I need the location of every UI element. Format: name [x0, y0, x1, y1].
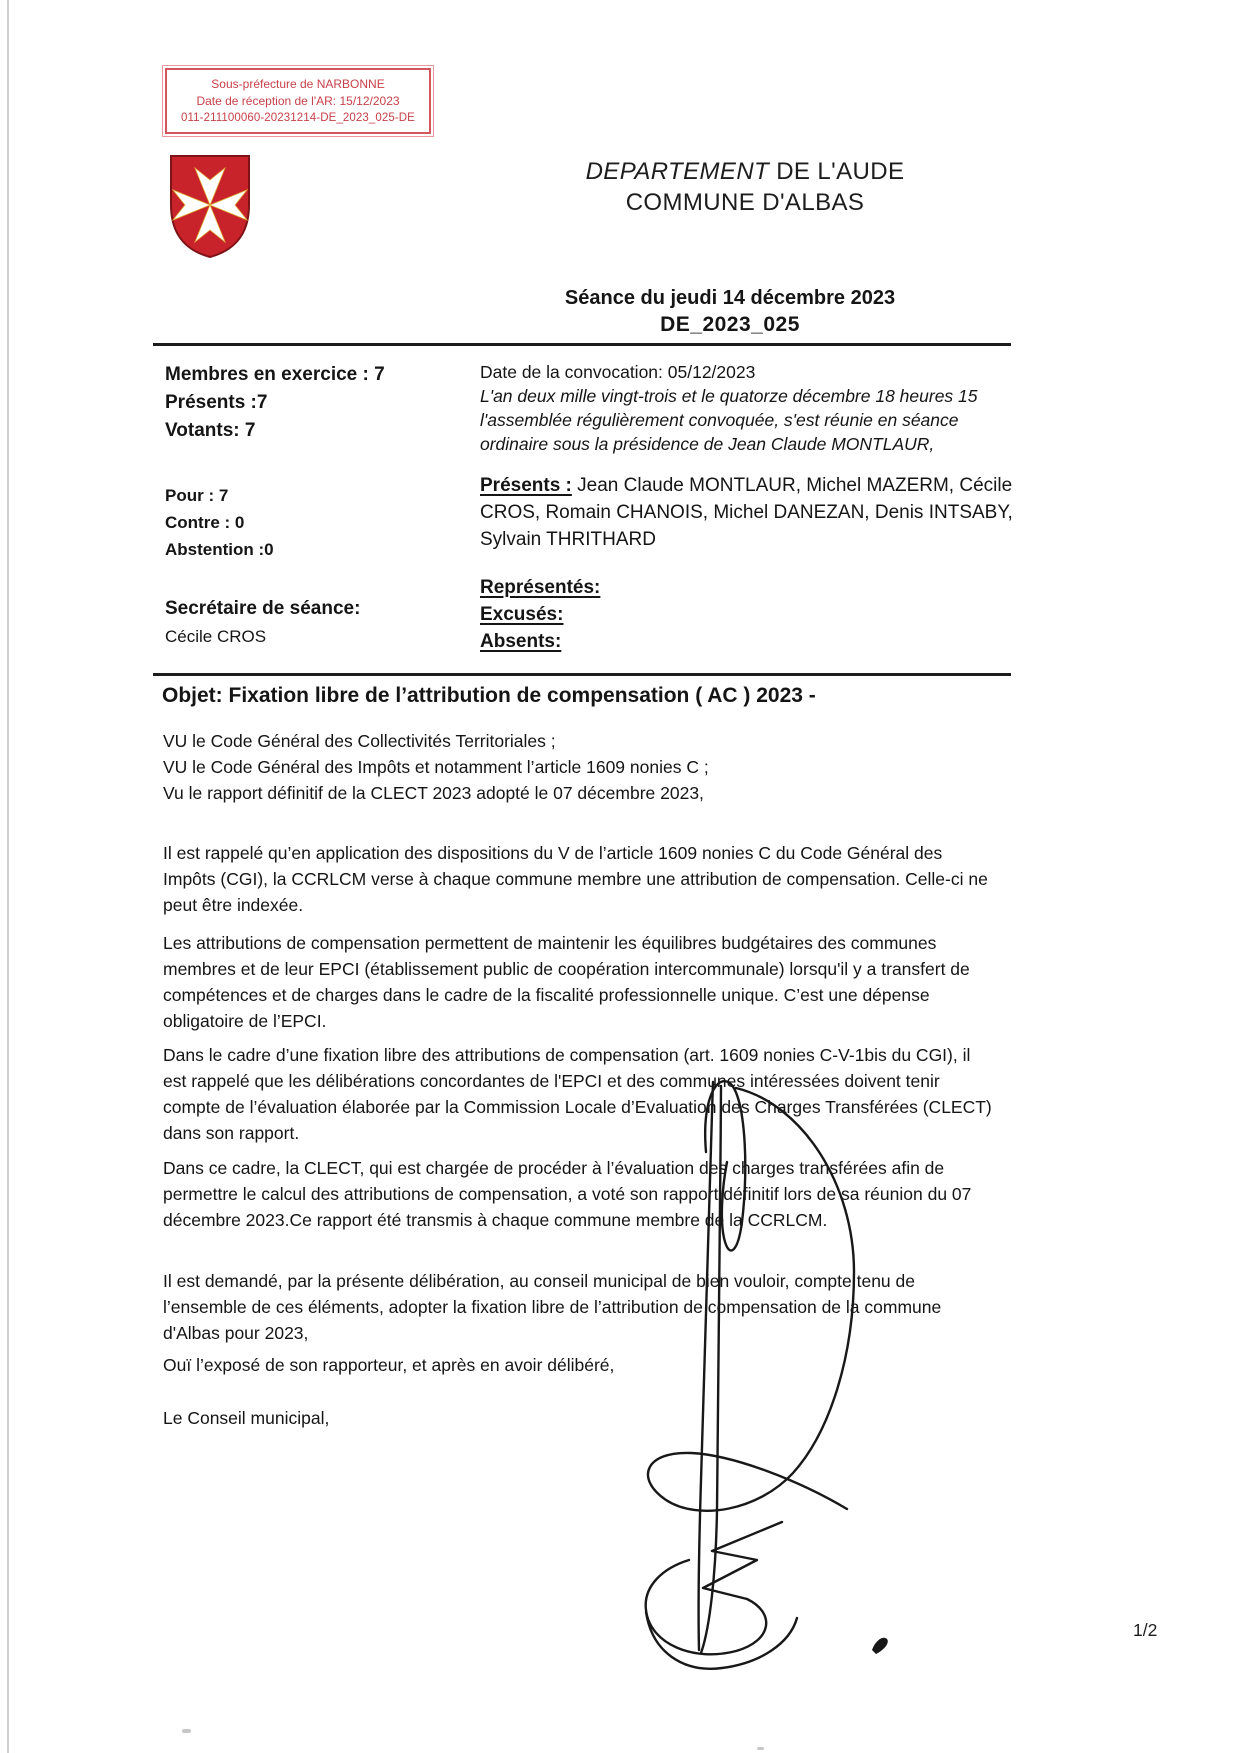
absents-label: Absents:	[480, 631, 562, 652]
presents-list	[480, 472, 1020, 553]
secretary-label: Secrétaire de séance:	[165, 598, 361, 619]
department-rest: DE L'AUDE	[769, 158, 905, 185]
presents-count: Présents :7	[165, 392, 268, 413]
paragraph-vu-3: Vu le rapport définitif de la CLECT 2023 adopté le 07 décembre 2023,	[163, 783, 704, 803]
scan-smudge-bottom	[757, 1747, 764, 1750]
page-number: 1/2	[1133, 1620, 1158, 1640]
stamp-reception-date: Date de réception de l'AR: 15/12/2023	[196, 94, 400, 108]
pour-count: Pour : 7	[165, 486, 229, 505]
stamp-prefecture-line: Sous-préfecture de NARBONNE	[211, 77, 385, 91]
deliberation-reference: DE_2023_025	[660, 313, 800, 336]
paragraph-oui-expose: Ouï l’exposé de son rapporteur, et après en avoir délibéré,	[163, 1355, 615, 1375]
paragraph-vu-2: VU le Code Général des Impôts et notamment l’article 1609 nonies C ;	[163, 757, 709, 777]
paragraph-conseil: Le Conseil municipal,	[163, 1408, 330, 1428]
paragraph-fixation-libre: Dans le cadre d’une fixation libre des attributions de compensation (art. 1609 nonies C-V-1bis du CGI), il est rappelé que les délibérations concordantes de l'EPCI et des communes intéressées doivent tenir compte de l’évaluation élaborée par la Commission Locale d’Evaluation des Charges Transférées (CLECT) dans son rapport.	[163, 1045, 992, 1143]
excuses-label: Excusés:	[480, 604, 564, 625]
divider-top	[153, 343, 1011, 346]
attendance-panel	[480, 360, 1020, 655]
members-count: Membres en exercice : 7	[165, 364, 385, 385]
vote-results	[165, 482, 475, 563]
presents-names: Jean Claude MONTLAUR, Michel MAZERM, Cécile CROS, Romain CHANOIS, Michel DANEZAN, Denis INTSABY, Sylvain THRITHARD	[480, 475, 1013, 550]
commune-title: COMMUNE D'ALBAS	[625, 189, 865, 216]
paragraph-attributions: Les attributions de compensation permettent de maintenir les équilibres budgétaires des communes membres et de leur EPCI (établissement public de coopération intercommunale) lorsqu'il y a transfert de compétences et de charges dans le cadre de la fiscalité professionnelle unique. C’est une dépense obligatoire de l’EPCI.	[163, 933, 970, 1031]
scan-smudge	[182, 1729, 191, 1733]
votants-count: Votants: 7	[165, 420, 256, 441]
document-header	[470, 156, 1020, 218]
paragraph-demande: Il est demandé, par la présente délibération, au conseil municipal de bien vouloir, compte tenu de l’ensemble de ces éléments, adopter la fixation libre de l’attribution de compensation de la commune d'Albas pour 2023,	[163, 1271, 942, 1343]
stamp-deliberation-id: 011-211100060-20231214-DE_2023_025-DE	[181, 112, 415, 124]
paragraph-vu-1: VU le Code Général des Collectivités Territoriales ;	[163, 731, 556, 751]
paragraph-rappel: Il est rappelé qu’en application des dispositions du V de l’article 1609 nonies C du Code Général des Impôts (CGI), la CCRLCM verse à chaque commune membre une attribution de compensation. Celle-ci ne peut être indexée.	[163, 843, 988, 915]
representes-label: Représentés:	[480, 577, 601, 598]
paragraph-vu-block	[163, 728, 995, 806]
presents-label: Présents :	[480, 475, 572, 496]
department-title	[470, 156, 1020, 187]
abstention-count: Abstention :0	[165, 540, 274, 559]
coat-of-arms-icon	[168, 152, 252, 258]
reception-stamp	[165, 68, 431, 134]
session-date: Séance du jeudi 14 décembre 2023	[564, 287, 896, 309]
attendance-roll	[480, 574, 1020, 655]
paragraph-clect: Dans ce cadre, la CLECT, qui est chargée de procéder à l’évaluation des charges transférées afin de permettre le calcul des attributions de compensation, a voté son rapport définitif lors de sa réunion du 07 décembre 2023.Ce rapport été transmis à chaque commune membre de la CCRLCM.	[163, 1158, 972, 1230]
contre-count: Contre : 0	[165, 513, 245, 532]
object-heading: Objet: Fixation libre de l’attribution de compensation ( AC ) 2023 -	[162, 684, 816, 707]
convocation-date: Date de la convocation: 05/12/2023	[480, 362, 756, 382]
scan-edge-line	[7, 0, 9, 1753]
session-intro: L'an deux mille vingt-trois et le quatorze décembre 18 heures 15 l'assemblée régulièrement convoquée, s'est réunie en séance ordinaire sous la présidence de Jean Claude MONTLAUR,	[480, 386, 978, 454]
department-word: DEPARTEMENT	[585, 158, 770, 185]
secretary-name: Cécile CROS	[165, 627, 267, 646]
divider-object	[153, 673, 1011, 676]
vote-summary-panel	[165, 361, 475, 648]
